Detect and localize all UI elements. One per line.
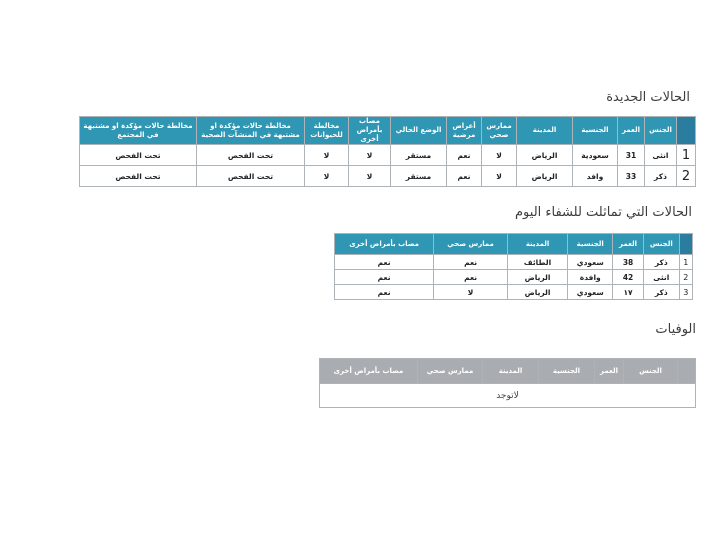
header-cell: مخالطة للحيوانات [305, 117, 349, 145]
table-row [335, 270, 693, 285]
header-cell: الجنسية [539, 359, 595, 384]
header-cell: الجنس [643, 234, 679, 255]
empty-message: لاتوجد [320, 384, 696, 408]
table-cell: انثى [645, 145, 677, 166]
table-cell: سعودية [573, 145, 618, 166]
table-cell: لا [434, 285, 508, 300]
row-number: 1 [677, 145, 696, 166]
header-cell: المدينة [507, 234, 567, 255]
table-cell: نعم [335, 285, 434, 300]
header-cell: ممارس صحي [434, 234, 508, 255]
table-cell: وافد [573, 166, 618, 187]
table-cell: الرياض [507, 270, 567, 285]
table-cell: نعم [434, 270, 508, 285]
table-header-row [335, 234, 693, 255]
table-cell: تحت الفحص [80, 145, 197, 166]
table-row [335, 285, 693, 300]
table-cell: لا [482, 145, 517, 166]
table-row [80, 166, 696, 187]
header-cell: مخالطة حالات مؤكدة او مشتبهة في المجتمع [80, 117, 197, 145]
header-cell: العمر [595, 359, 624, 384]
header-cell [679, 234, 692, 255]
table-cell: 38 [613, 255, 644, 270]
table-header-row [320, 359, 696, 384]
table-header-row [80, 117, 696, 145]
header-cell: أعراض مرضية [447, 117, 482, 145]
table-cell: تحت الفحص [80, 166, 197, 187]
table-cell: الطائف [507, 255, 567, 270]
header-cell: مصاب بأمراض أخرى [349, 117, 391, 145]
table-cell: الرياض [517, 145, 573, 166]
row-number: 2 [677, 166, 696, 187]
header-cell: العمر [618, 117, 645, 145]
table-cell: ١٧ [613, 285, 644, 300]
header-cell: ممارس صحي [418, 359, 483, 384]
table-cell: لا [482, 166, 517, 187]
header-cell: الجنسية [568, 234, 613, 255]
recovered-table [334, 233, 693, 300]
table-row [80, 145, 696, 166]
table-cell: تحت الفحص [197, 166, 305, 187]
recovered-title: الحالات التي تماثلت للشفاء اليوم [515, 205, 692, 220]
new-cases-title: الحالات الجديدة [606, 90, 690, 105]
table-cell: سعودي [568, 285, 613, 300]
header-cell [678, 359, 696, 384]
header-cell: مخالطة حالات مؤكدة او مشتبهة في المنشآت الصحية [197, 117, 305, 145]
table-cell: نعم [447, 166, 482, 187]
table-cell: مستقر [391, 166, 447, 187]
header-cell: مصاب بأمراض أخرى [320, 359, 418, 384]
table-cell: نعم [335, 255, 434, 270]
table-cell: مستقر [391, 145, 447, 166]
table-cell: 31 [618, 145, 645, 166]
header-cell: المدينة [517, 117, 573, 145]
row-number: 1 [679, 255, 692, 270]
table-cell: نعم [335, 270, 434, 285]
table-cell: ذكر [643, 285, 679, 300]
table-cell: الرياض [507, 285, 567, 300]
table-cell: انثى [643, 270, 679, 285]
header-cell: الوضع الحالي [391, 117, 447, 145]
table-cell: لا [305, 145, 349, 166]
header-cell: مصاب بأمراض أخرى [335, 234, 434, 255]
header-cell [677, 117, 696, 145]
deaths-title: الوفيات [655, 322, 696, 337]
table-cell: 42 [613, 270, 644, 285]
deaths-table [319, 358, 696, 408]
table-cell: ذكر [643, 255, 679, 270]
table-cell: سعودي [568, 255, 613, 270]
header-cell: الجنس [645, 117, 677, 145]
header-cell: العمر [613, 234, 644, 255]
table-cell: ذكر [645, 166, 677, 187]
table-row [335, 255, 693, 270]
table-cell: لا [349, 166, 391, 187]
table-cell: لا [349, 145, 391, 166]
row-number: 3 [679, 285, 692, 300]
table-cell: 33 [618, 166, 645, 187]
header-cell: الجنس [624, 359, 678, 384]
table-cell: نعم [434, 255, 508, 270]
table-cell: تحت الفحص [197, 145, 305, 166]
new-cases-table [79, 116, 696, 187]
table-cell: نعم [447, 145, 482, 166]
table-cell: وافدة [568, 270, 613, 285]
table-cell: لا [305, 166, 349, 187]
header-cell: ممارس صحي [482, 117, 517, 145]
header-cell: الجنسية [573, 117, 618, 145]
table-cell: الرياض [517, 166, 573, 187]
header-cell: المدينة [483, 359, 539, 384]
table-row [320, 384, 696, 408]
row-number: 2 [679, 270, 692, 285]
